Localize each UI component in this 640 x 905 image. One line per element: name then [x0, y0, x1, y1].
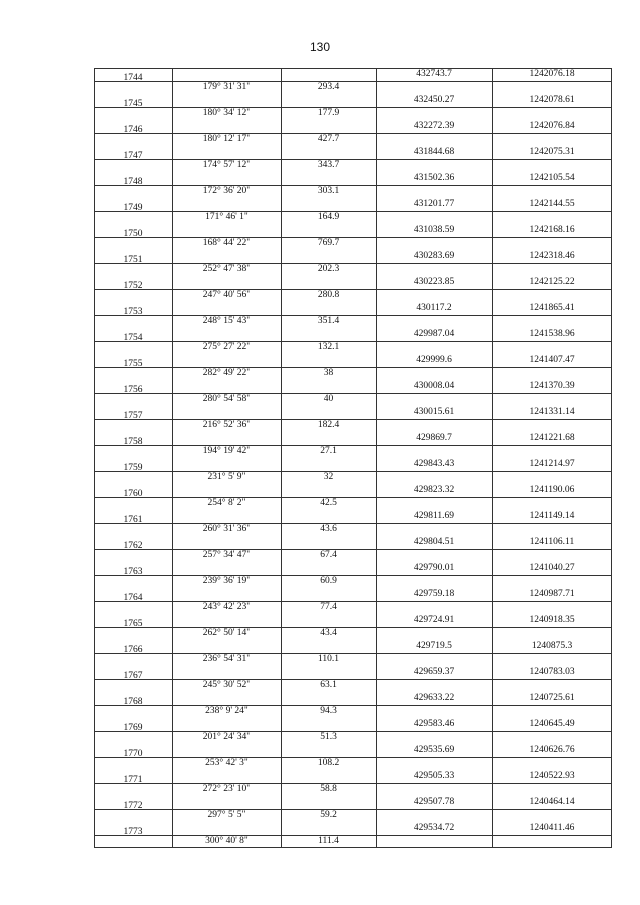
coord-y: 1240645.49: [529, 719, 575, 729]
coord-y: 1241221.68: [529, 433, 575, 443]
bearing-angle: 252° 47' 38": [202, 264, 251, 274]
point-number: 1761: [123, 515, 143, 525]
bearing-angle: 179° 31' 31": [202, 82, 251, 92]
segment-distance: 108.2: [317, 758, 340, 768]
coord-y: 1241106.11: [529, 537, 575, 547]
coord-y: 1241190.06: [529, 485, 575, 495]
coord-x: 429790.01: [413, 563, 455, 573]
coord-y: 1242105.54: [529, 173, 575, 183]
bearing-angle: 297° 5' 5": [207, 810, 246, 820]
coord-y: 1240411.46: [529, 823, 575, 833]
coord-y: 1241149.14: [529, 511, 575, 521]
point-number: 1746: [123, 125, 143, 135]
bearing-angle: 201° 24' 34": [202, 732, 251, 742]
coord-y: 1242144.55: [529, 199, 575, 209]
coord-y: 1241040.27: [529, 563, 575, 573]
coord-y: 1242318.46: [529, 251, 575, 261]
coord-x: 430008.04: [413, 381, 455, 391]
bearing-angle: 247° 40' 56": [202, 290, 251, 300]
bearing-angle: 172° 36' 20": [202, 186, 251, 196]
coord-x: 429534.72: [413, 823, 455, 833]
segment-distance: 42.5: [320, 498, 337, 508]
coord-x: 429811.69: [413, 511, 455, 521]
segment-distance: 40: [323, 394, 334, 404]
coord-y: 1241214.97: [529, 459, 575, 469]
segment-distance: 60.9: [320, 576, 337, 586]
segment-distance: 67.4: [320, 550, 337, 560]
coord-y: 1240783.03: [529, 667, 575, 677]
point-number: 1763: [123, 567, 143, 577]
segment-distance: 280.8: [317, 290, 340, 300]
point-number: 1765: [123, 619, 143, 629]
point-number: 1759: [123, 463, 143, 473]
coord-x: 429804.51: [413, 537, 455, 547]
segment-distance: 51.3: [320, 732, 337, 742]
bearing-angle: 194° 19' 42": [202, 446, 251, 456]
coord-y: 1242168.16: [529, 225, 575, 235]
bearing-angle: 272° 23' 10": [202, 784, 251, 794]
point-number: 1755: [123, 359, 143, 369]
point-number: 1748: [123, 177, 143, 187]
coord-x: 429659.37: [413, 667, 455, 677]
coord-y: 1241331.14: [529, 407, 575, 417]
coord-y: 1241538.96: [529, 329, 575, 339]
point-number: 1769: [123, 723, 143, 733]
segment-distance: 177.9: [317, 108, 340, 118]
segment-distance: 351.4: [317, 316, 340, 326]
point-number: 1767: [123, 671, 143, 681]
coord-x: 429507.78: [413, 797, 455, 807]
bearing-angle: 180° 34' 12": [202, 108, 251, 118]
point-number: 1760: [123, 489, 143, 499]
coord-y: 1240522.93: [529, 771, 575, 781]
segment-distance: 202.3: [317, 264, 340, 274]
segment-distance: 59.2: [320, 810, 337, 820]
segment-distance: 77.4: [320, 602, 337, 612]
bearing-angle: 243° 42' 23": [202, 602, 251, 612]
bearing-angle: 248° 15' 43": [202, 316, 251, 326]
segment-distance: 27.1: [320, 446, 337, 456]
segment-distance: 111.4: [318, 836, 339, 846]
coord-x: 432272.39: [413, 121, 455, 131]
point-number: 1756: [123, 385, 143, 395]
coord-x: 430223.85: [413, 277, 455, 287]
coord-y: 1240918.35: [529, 615, 575, 625]
point-number: 1745: [123, 99, 143, 109]
coord-x: 429535.69: [413, 745, 455, 755]
segment-distance: 38: [323, 368, 334, 378]
coord-x: 429505.33: [413, 771, 455, 781]
point-number: 1764: [123, 593, 143, 603]
table-bottom-rule: [94, 847, 612, 848]
coord-x: 430015.61: [413, 407, 455, 417]
coord-x: 432743.7: [416, 69, 452, 79]
coord-y: 1242076.18: [529, 69, 575, 79]
page-number: 130: [309, 40, 331, 54]
bearing-angle: 216° 52' 36": [202, 420, 251, 430]
coord-x: 429724.91: [413, 615, 455, 625]
bearing-angle: 253° 42' 3": [205, 758, 248, 768]
segment-distance: 293.4: [317, 82, 340, 92]
coord-x: 429759.18: [413, 589, 455, 599]
point-number: 1771: [123, 775, 143, 785]
bearing-angle: 168° 44' 22": [202, 238, 251, 248]
coord-y: 1240875.3: [531, 641, 573, 651]
bearing-angle: 231° 5' 9": [207, 472, 246, 482]
bearing-angle: 282° 49' 22": [202, 368, 251, 378]
point-number: 1750: [123, 229, 143, 239]
coord-x: 429633.22: [413, 693, 455, 703]
coord-x: 429583.46: [413, 719, 455, 729]
point-number: 1768: [123, 697, 143, 707]
coord-x: 432450.27: [413, 95, 455, 105]
bearing-angle: 257° 34' 47": [202, 550, 251, 560]
coord-x: 429719.5: [416, 641, 452, 651]
segment-distance: 164.9: [317, 212, 340, 222]
coord-y: 1242125.22: [529, 277, 575, 287]
bearing-angle: 174° 57' 12": [202, 160, 251, 170]
point-number: 1758: [123, 437, 143, 447]
bearing-angle: 239° 36' 19": [202, 576, 251, 586]
bearing-angle: 280° 54' 58": [202, 394, 251, 404]
segment-distance: 343.7: [317, 160, 340, 170]
point-number: 1753: [123, 307, 143, 317]
bearing-angle: 260° 31' 36": [202, 524, 251, 534]
segment-distance: 94.3: [320, 706, 337, 716]
coord-y: 1242075.31: [529, 147, 575, 157]
point-number: 1749: [123, 203, 143, 213]
point-number: 1773: [123, 827, 143, 837]
point-number: 1754: [123, 333, 143, 343]
point-number: 1751: [123, 255, 143, 265]
segment-distance: 43.6: [320, 524, 337, 534]
coord-x: 430283.69: [413, 251, 455, 261]
coord-x: 429823.32: [413, 485, 455, 495]
coord-y: 1241865.41: [529, 303, 575, 313]
coord-x: 429843.43: [413, 459, 455, 469]
point-number: 1747: [123, 151, 143, 161]
coord-x: 431201.77: [413, 199, 455, 209]
coord-x: 430117.2: [416, 303, 452, 313]
coord-x: 431502.36: [413, 173, 455, 183]
coord-y: 1242076.84: [529, 121, 575, 131]
bearing-angle: 245° 30' 52": [202, 680, 251, 690]
coord-y: 1241370.39: [529, 381, 575, 391]
survey-coordinates-table: [94, 68, 612, 846]
segment-distance: 32: [323, 472, 334, 482]
bearing-angle: 171° 46' 1": [205, 212, 248, 222]
point-number: 1766: [123, 645, 143, 655]
segment-distance: 110.1: [317, 654, 340, 664]
segment-distance: 63.1: [320, 680, 337, 690]
point-number: 1772: [123, 801, 143, 811]
point-number: 1762: [123, 541, 143, 551]
coord-x: 429869.7: [416, 433, 452, 443]
coord-x: 429999.6: [416, 355, 452, 365]
segment-distance: 769.7: [317, 238, 340, 248]
coord-x: 431844.68: [413, 147, 455, 157]
point-number: 1744: [123, 73, 143, 83]
coord-y: 1240725.61: [529, 693, 575, 703]
bearing-angle: 275° 27' 22": [202, 342, 251, 352]
segment-distance: 182.4: [317, 420, 340, 430]
segment-distance: 303.1: [317, 186, 340, 196]
bearing-angle: 254° 8' 2": [207, 498, 246, 508]
bearing-angle: 236° 54' 31": [202, 654, 251, 664]
coord-y: 1241407.47: [529, 355, 575, 365]
segment-distance: 427.7: [317, 134, 340, 144]
coord-y: 1240987.71: [529, 589, 575, 599]
coord-y: 1242078.61: [529, 95, 575, 105]
coord-x: 431038.59: [413, 225, 455, 235]
point-number: 1770: [123, 749, 143, 759]
bearing-angle: 180° 12' 17": [202, 134, 251, 144]
coord-y: 1240626.76: [529, 745, 575, 755]
coord-y: 1240464.14: [529, 797, 575, 807]
bearing-angle: 262° 50' 14": [202, 628, 251, 638]
point-number: 1757: [123, 411, 143, 421]
segment-distance: 43.4: [320, 628, 337, 638]
segment-distance: 58.8: [320, 784, 337, 794]
bearing-angle: 300° 40' 8": [205, 836, 248, 846]
bearing-angle: 238° 9' 24": [205, 706, 248, 716]
point-number: 1752: [123, 281, 143, 291]
segment-distance: 132.1: [317, 342, 340, 352]
coord-x: 429987.04: [413, 329, 455, 339]
